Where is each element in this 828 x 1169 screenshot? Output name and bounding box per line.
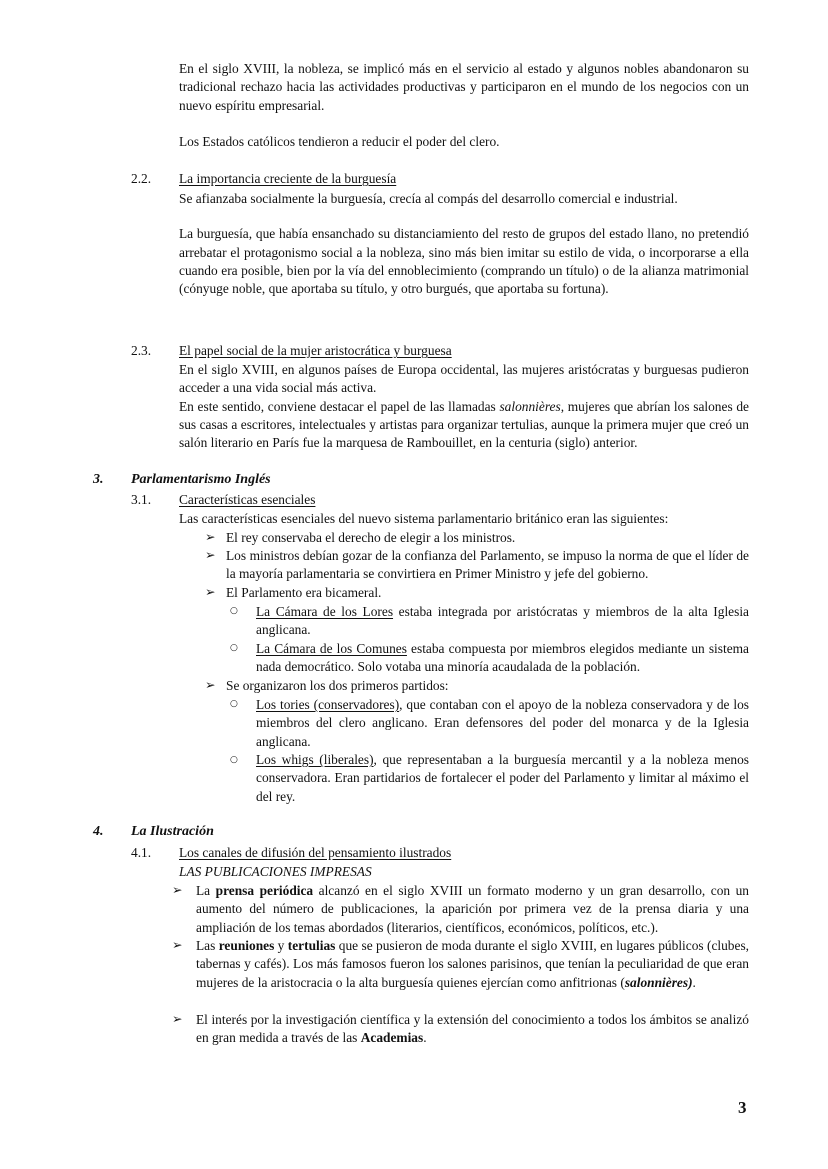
section-3-1-number: 3.1. [131,492,152,507]
section-3-number: 3. [93,472,104,487]
prensa-term: prensa periódica [215,883,314,898]
text-run: , mujeres que abrían los salones de sus casas a escritores, intelectuales y artistas para organizar tertulias, aunque la primera mujer que creó un salón literario en París fue la marquesa de Rambouillet, en la centuria (siglo) anterior. [179,398,749,451]
section-2-2-number: 2.2. [131,171,152,186]
s4-bullet-prensa [196,882,749,937]
arrow-bullet-icon: ➢ [172,882,183,897]
arrow-bullet-icon: ➢ [172,937,183,952]
salonnieres-term: salonnières) [624,974,693,990]
s3-sub-bullet-tories [256,696,749,751]
whigs-term: Los whigs (liberales) [256,752,374,767]
section-2-2-title: La importancia creciente de la burguesía [179,171,397,186]
section-2-3-paragraph-1: En el siglo XVIII, en algunos países de Europa occidental, las mujeres aristócratas y burguesas pudieron acceder a una vida social más activa. [179,362,749,396]
s3-bullet-1: El rey conservaba el derecho de elegir a los ministros. [226,530,516,545]
s3-sub-bullet-whigs [256,751,749,806]
section-4-1-kicker: LAS PUBLICACIONES IMPRESAS [179,864,372,879]
section-3-1-title: Características esenciales [179,492,316,507]
section-4-number: 4. [93,824,104,839]
s3-sub-bullet-comunes [256,640,749,677]
section-3-title: Parlamentarismo Inglés [131,472,271,487]
text-run: En este sentido, conviene destacar el papel de las llamadas [179,398,500,414]
text-run: estaba compuesta por miembros elegidos mediante un sistema nada democrático. Solo votaba una minoría acaudalada de la población. [256,641,749,675]
section-2-3-body [179,361,749,452]
section-2-2-paragraph-1: Se afianzaba socialmente la burguesía, crecía al compás del desarrollo comercial e industrial. [179,191,678,206]
arrow-bullet-icon: ➢ [205,677,216,692]
tertulias-term: tertulias [287,938,336,953]
reuniones-term: reuniones [218,938,275,953]
text-run: que se pusieron de moda durante el siglo XVIII, en lugares públicos (clubes, tabernas y cafés). Los más famosos fueron los salones parisinos, que tenían la peculiaridad de que eran mujeres de la aristocracia o la alta burguesía quienes ejercían como anfitrionas ( [196,938,750,990]
arrow-bullet-icon: ➢ [205,529,216,544]
section-4-title: La Ilustración [131,824,214,839]
section-2-3-number: 2.3. [131,343,152,358]
section-4-1-number: 4.1. [131,845,152,860]
intro-paragraph-1: En el siglo XVIII, la nobleza, se implicó más en el servicio al estado y algunos nobles abandonaron su tradicional rechazo hacia las actividades productivas y participaron en el mundo de los negocios con un nuevo espíritu empresarial. [179,61,749,113]
s4-bullet-academias [196,1011,749,1048]
text-run: estaba integrada por aristócratas y miembros de la alta Iglesia anglicana. [256,604,749,638]
section-3-1-lead: Las características esenciales del nuevo sistema parlamentario británico eran las siguientes: [179,511,669,526]
intro-paragraph-2: Los Estados católicos tendieron a reducir el poder del clero. [179,133,500,149]
intro-block [179,60,749,151]
circle-bullet-icon: ○ [230,643,238,653]
text-run: Las [196,938,219,953]
tories-term: Los tories (conservadores) [256,697,400,712]
arrow-bullet-icon: ➢ [205,584,216,599]
camara-lores-term: La Cámara de los Lores [256,604,394,619]
circle-bullet-icon: ○ [230,699,238,709]
text-run: La [196,883,216,898]
text-run: y [274,938,288,953]
text-run: . [423,1030,427,1046]
s3-sub-bullet-lores [256,603,749,640]
page-number: 3 [738,1098,747,1117]
text-run: . [692,974,696,990]
arrow-bullet-icon: ➢ [205,547,216,562]
text-run: El interés por la investigación científica y la extensión del conocimiento a todos los ámbitos se analizó en gran medida a través de las [196,1012,749,1046]
s3-bullet-4: Se organizaron los dos primeros partidos: [226,678,449,693]
text-run: , que representaban a la burguesía mercantil y a la nobleza menos conservadora. Eran partidarios de fortalecer el poder del Parlamento y limitar al máximo el del rey. [256,752,749,804]
arrow-bullet-icon: ➢ [172,1011,183,1026]
academias-term: Academias [360,1030,424,1046]
circle-bullet-icon: ○ [230,755,238,765]
section-2-2-paragraph-2: La burguesía, que había ensanchado su distanciamiento del resto de grupos del estado llano, no pretendió arrebatar el protagonismo social a la nobleza, sino más bien imitar su estilo de vida, o incorporarse a ella cuando era posible, bien por la vía del ennoblecimiento (comprando un título) o de la alianza matrimonial (cónyuge noble, que aportaba su título, y otro burgués, que aportaba su fortuna). [179,226,749,297]
section-2-3-title: El papel social de la mujer aristocrática y burguesa [179,343,452,358]
section-2-3-paragraph-2 [179,398,749,453]
salonnieres-term: salonnières [499,398,561,414]
s3-bullet-3: El Parlamento era bicameral. [226,585,382,600]
section-4-1-title: Los canales de difusión del pensamiento ilustrados [179,845,452,860]
s4-bullet-reuniones [196,937,749,992]
text-run: , que contaban con el apoyo de la nobleza conservadora y de los miembros del clero anglicano. Eran defensores del poder del monarca y de la Iglesia anglicana. [256,697,749,749]
s3-bullet-2: Los ministros debían gozar de la confianza del Parlamento, se impuso la norma de que el líder de la mayoría parlamentaria se convirtiera en Primer Ministro y jefe del gobierno. [226,548,749,582]
camara-comunes-term: La Cámara de los Comunes [256,641,407,656]
section-2-2-body [179,190,749,298]
circle-bullet-icon: ○ [230,606,238,616]
text-run: alcanzó en el siglo XVIII un formato moderno y un gran desarrollo, con un aumento del número de publicaciones, la aparición por primera vez de la prensa diaria y una ampliación de los temas abordados (literarios, científicos, económicos, políticos, etc.). [196,883,749,935]
